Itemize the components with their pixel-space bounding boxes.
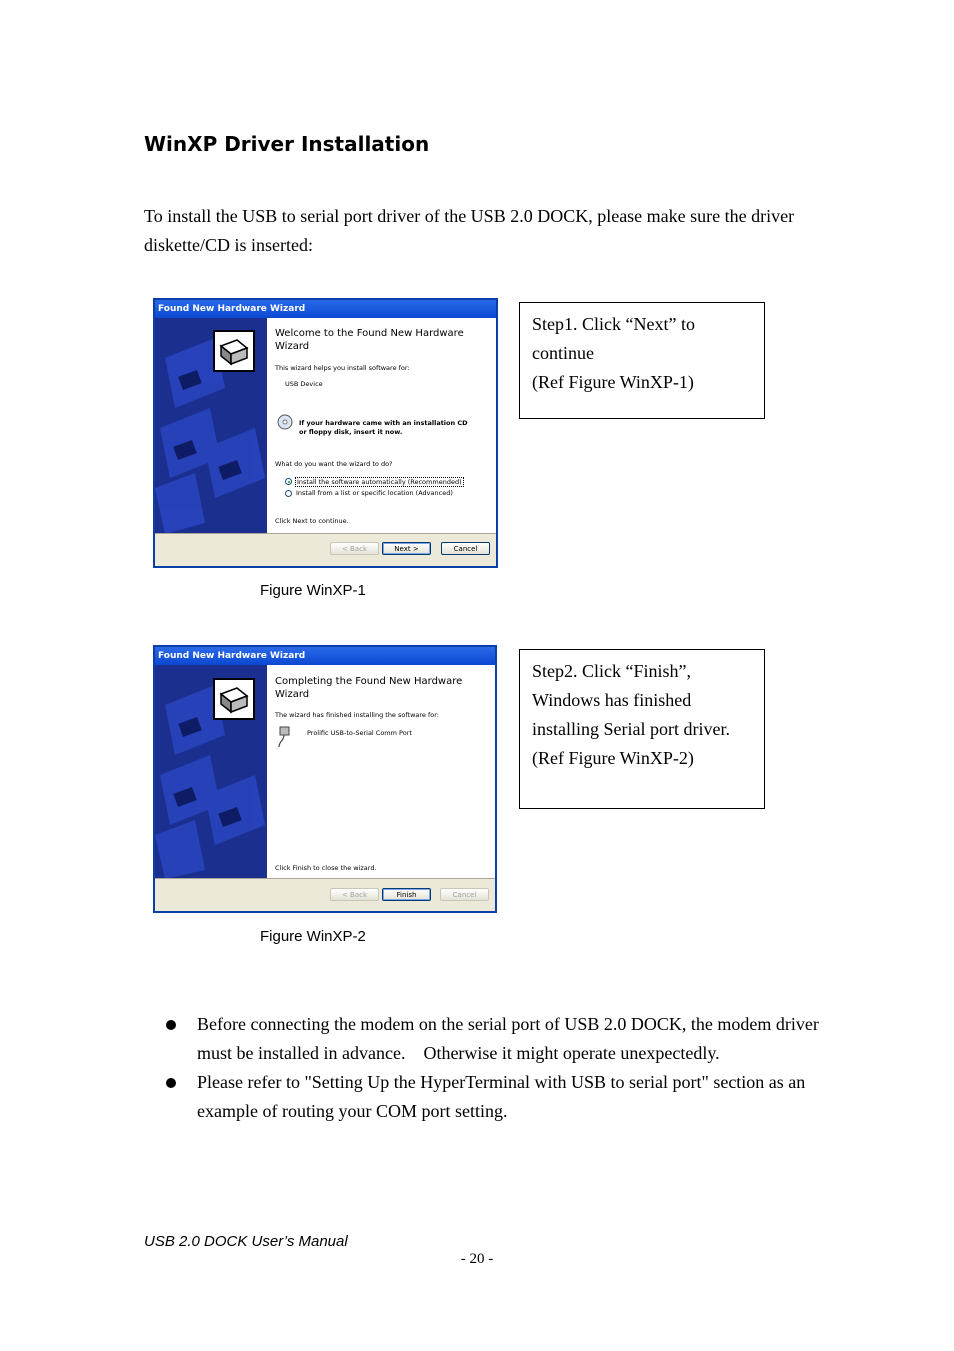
window-title: Found New Hardware Wizard [155,647,495,665]
step-2-line-4: (Ref Figure WinXP-2) [532,748,694,768]
cancel-button[interactable]: Cancel [441,542,490,555]
step-1-line-1: Step1. Click “Next” to [532,314,695,334]
page-heading: WinXP Driver Installation [144,132,430,156]
window-title: Found New Hardware Wizard [155,300,496,318]
continue-text: Click Next to continue. [275,517,349,525]
step-1-line-2: continue [532,343,594,363]
cd-line-2: or floppy disk, insert it now. [299,428,403,436]
step-2-line-3: installing Serial port driver. [532,719,730,739]
wizard-content [267,665,495,879]
hardware-wizard-icon [213,678,255,720]
step-1-box [519,302,765,419]
bullet-text: Please refer to "Setting Up the HyperTerminal with USB to serial port" section as an example of routing your COM port setting. [197,1072,806,1121]
cd-icon [277,414,293,430]
figure-2-caption: Figure WinXP-2 [260,928,366,945]
step-2-line-1: Step2. Click “Finish”, [532,661,691,681]
step-2-line-2: Windows has finished [532,690,692,710]
next-button[interactable]: Next > [382,542,431,555]
notes-list [162,1010,822,1126]
hardware-wizard-icon [213,330,255,372]
bullet-text: Before connecting the modem on the serial port of USB 2.0 DOCK, the modem driver must be installed in advance. Otherwise it might operate unexpectedly. [197,1014,819,1063]
wizard-heading: Completing the Found New Hardware Wizard [275,676,463,700]
figure-1-caption: Figure WinXP-1 [260,582,366,599]
list-item [162,1010,822,1068]
radio-install-list[interactable] [285,490,292,497]
wizard-side-banner [155,318,267,534]
radio-install-automatic[interactable] [285,478,292,485]
page-number: - 20 - [460,1251,494,1267]
wizard-button-bar [155,878,495,911]
option-automatic-label[interactable]: Install the software automatically (Recommended) [297,478,462,486]
finish-button[interactable]: Finish [382,888,431,901]
close-text: Click Finish to close the wizard. [275,864,377,872]
finished-text: The wizard has finished installing the software for: [275,711,439,719]
step-2-box [519,649,765,809]
option-list-label[interactable]: Install from a list or specific location (Advanced) [296,489,453,497]
wizard-question: What do you want the wizard to do? [275,460,393,468]
footer-manual-title: USB 2.0 DOCK User’s Manual [144,1233,348,1250]
step-1-line-3: (Ref Figure WinXP-1) [532,372,694,392]
wizard-window-1 [153,298,498,568]
device-name: Prolific USB-to-Serial Comm Port [307,729,412,737]
cancel-button[interactable]: Cancel [440,888,489,901]
helps-text: This wizard helps you install software for: [275,364,410,372]
bullet-icon [166,1078,176,1088]
wizard-content [267,318,496,534]
serial-port-icon [277,725,291,749]
device-name: USB Device [285,380,323,388]
back-button[interactable]: < Back [330,888,379,901]
wizard-button-bar [155,533,496,566]
back-button[interactable]: < Back [330,542,379,555]
cd-line-1: If your hardware came with an installation CD [299,419,468,427]
wizard-side-banner [155,665,267,879]
list-item [162,1068,822,1126]
bullet-icon [166,1020,176,1030]
wizard-window-2 [153,645,497,913]
wizard-heading: Welcome to the Found New Hardware Wizard [275,328,464,352]
intro-paragraph: To install the USB to serial port driver of the USB 2.0 DOCK, please make sure the driver diskette/CD is inserted: [144,206,795,255]
